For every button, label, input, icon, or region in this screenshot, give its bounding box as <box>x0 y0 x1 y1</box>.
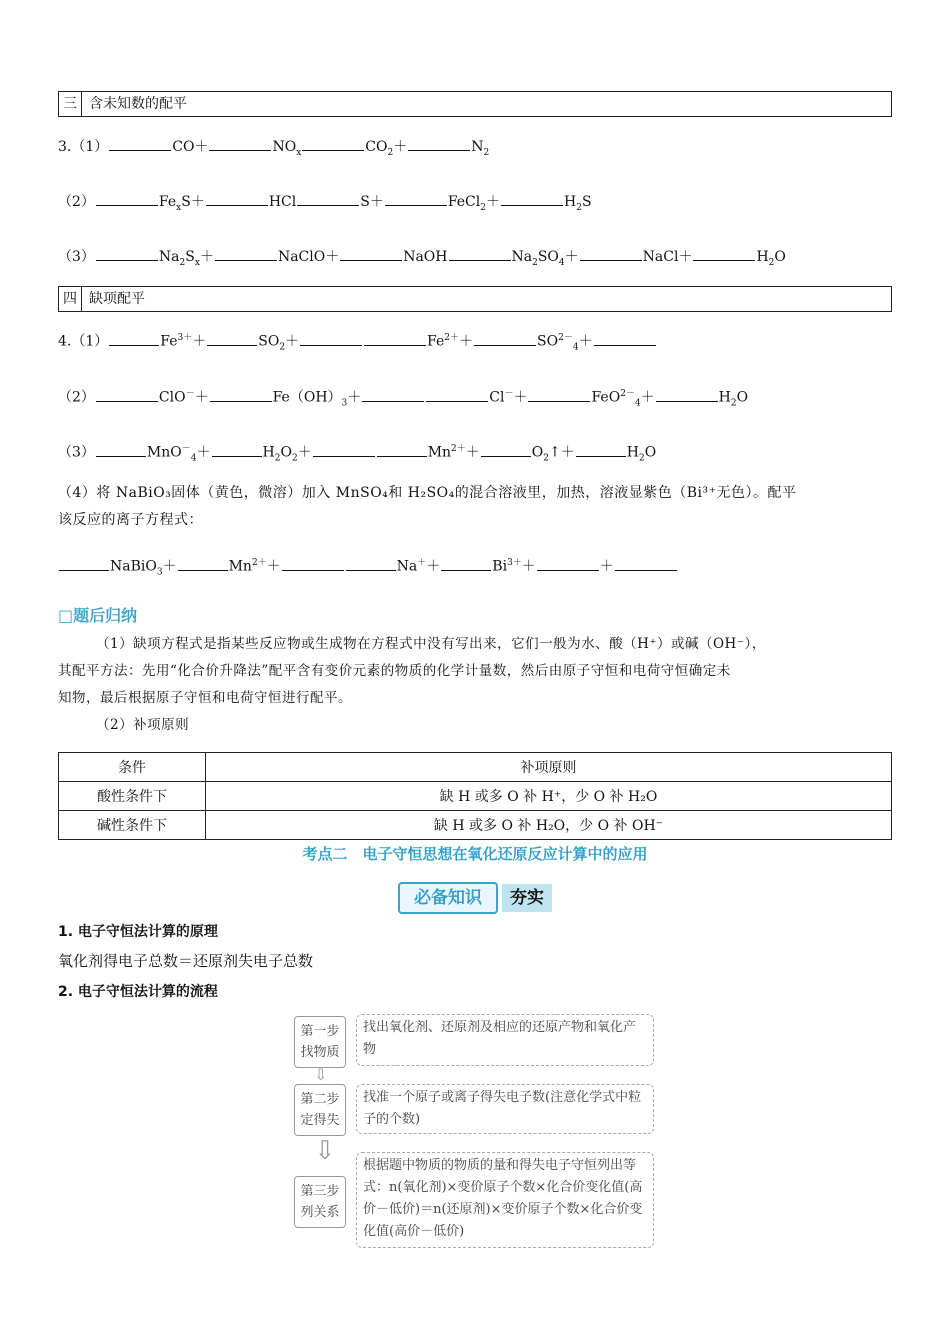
blank[interactable] <box>300 333 362 346</box>
text-line: （2）补项原则 <box>96 717 190 733</box>
term: ＋ <box>194 389 209 406</box>
step-label: 定得失 <box>300 1113 340 1128</box>
text-line: 知物，最后根据原子守恒和电荷守恒进行配平。 <box>58 690 352 706</box>
equation-3-3 <box>58 246 786 268</box>
subscript: 2 <box>768 257 775 268</box>
supplement-rules-table <box>58 752 892 840</box>
section-number: 三 <box>59 92 82 116</box>
term: Mn <box>228 558 252 575</box>
term: ＋ <box>199 249 214 265</box>
section-title: 缺项配平 <box>89 291 145 307</box>
superscript: 2－ <box>558 333 573 343</box>
blank[interactable] <box>537 558 599 571</box>
blank[interactable] <box>426 389 488 402</box>
blank[interactable] <box>441 558 491 571</box>
subscript: 4 <box>634 398 641 409</box>
blank[interactable] <box>59 558 109 571</box>
subscript: 4 <box>558 257 565 268</box>
term: SO <box>258 333 280 350</box>
term: Fe <box>427 333 445 350</box>
term: Fe <box>160 333 178 350</box>
term: Cl <box>489 389 505 406</box>
term: H <box>262 444 275 461</box>
term: ＋ <box>513 389 528 406</box>
blank[interactable] <box>528 389 590 402</box>
blank[interactable] <box>209 138 271 151</box>
term: NaCl＋ <box>642 249 693 265</box>
equation-3-1 <box>58 136 489 158</box>
term: Na <box>511 249 533 265</box>
subscript: 4 <box>190 453 197 464</box>
term: H <box>564 194 577 210</box>
subscript: 2 <box>274 453 281 464</box>
equation-4-1 <box>58 330 657 352</box>
blank[interactable] <box>96 248 158 261</box>
table-header: 补项原则 <box>206 753 892 782</box>
question-number: 3.（1） <box>58 139 109 155</box>
blank[interactable] <box>206 193 268 206</box>
blank[interactable] <box>615 558 677 571</box>
question-number: （3） <box>58 444 95 461</box>
blank[interactable] <box>449 248 511 261</box>
question-number: 4.（1） <box>58 333 109 350</box>
equation-4-4 <box>58 555 678 577</box>
term: SO <box>537 249 559 265</box>
term: ＋ <box>486 194 500 210</box>
term: S <box>185 249 195 265</box>
term: MnO <box>146 444 182 461</box>
term: ＋ <box>465 444 480 461</box>
blank[interactable] <box>656 389 718 402</box>
flow-step-1 <box>294 1016 346 1068</box>
term: FeO <box>591 389 621 406</box>
flow-text-1: 找出氧化剂、还原剂及相应的还原产物和氧化产物 <box>356 1014 654 1066</box>
summary-title: □题后归纳 <box>58 606 138 625</box>
section-1-text: 氧化剂得电子总数＝还原剂失电子总数 <box>58 952 314 970</box>
table-cell: 缺 H 或多 O 补 H₂O，少 O 补 OH⁻ <box>206 811 892 840</box>
superscript: 2＋ <box>251 558 267 568</box>
subscript: 4 <box>572 342 579 353</box>
summary-text <box>58 631 892 739</box>
term: Na <box>396 558 418 575</box>
question-number: （3） <box>58 249 95 265</box>
table-header-row <box>59 753 892 782</box>
term: ＋ <box>266 558 281 575</box>
subscript: 2 <box>638 453 645 464</box>
equation-4-2 <box>58 386 748 408</box>
table-row <box>59 811 892 840</box>
term: SO <box>537 333 559 350</box>
flow-step-3 <box>294 1176 346 1228</box>
blank[interactable] <box>693 248 755 261</box>
blank[interactable] <box>178 558 228 571</box>
step-label: 列关系 <box>300 1205 340 1220</box>
equation-4-3 <box>58 441 656 463</box>
subscript: 2 <box>279 342 286 353</box>
blank[interactable] <box>408 138 470 151</box>
blank[interactable] <box>346 558 396 571</box>
section-3-header <box>58 91 892 117</box>
term: H <box>626 444 639 461</box>
blank[interactable] <box>501 193 563 206</box>
term: O <box>280 444 292 461</box>
blank[interactable] <box>297 193 359 206</box>
subscript: 2 <box>179 257 186 268</box>
term: H <box>756 249 769 265</box>
term: Bi <box>492 558 508 575</box>
blank[interactable] <box>364 333 426 346</box>
superscript: － <box>504 389 514 399</box>
term: ＋ <box>393 139 408 155</box>
subscript: 3 <box>156 567 163 578</box>
superscript: 2＋ <box>444 333 460 343</box>
term: NO <box>272 139 297 155</box>
blank[interactable] <box>109 138 171 151</box>
term: NaBiO <box>110 558 157 575</box>
term: H <box>718 389 731 406</box>
subscript: x <box>176 202 182 213</box>
step-label: 找物质 <box>300 1045 340 1060</box>
section-4-header <box>58 286 892 312</box>
blank[interactable] <box>215 248 277 261</box>
term: O <box>644 444 657 461</box>
term: Na <box>158 249 180 265</box>
step-label: 第二步 <box>300 1092 340 1107</box>
term: ＋ <box>192 333 207 350</box>
term: CO＋ <box>172 139 209 155</box>
section-2-heading: 2. 电子守恒法计算的流程 <box>58 984 218 1000</box>
term: ＋ <box>285 333 300 350</box>
term: ＋ <box>459 333 474 350</box>
term: ＋ <box>521 558 536 575</box>
term: O <box>736 389 749 406</box>
text-line: 其配平方法：先用“化合价升降法”配平含有变价元素的物质的化学计量数，然后由原子守恒和电荷守恒确定未 <box>58 663 731 679</box>
blank[interactable] <box>580 248 642 261</box>
term: ＋ <box>426 558 441 575</box>
blank[interactable] <box>207 333 257 346</box>
text-line: （4）将 NaBiO₃固体（黄色，微溶）加入 MnSO₄和 H₂SO₄的混合溶液里，加热，溶液显紫色（Bi³⁺无色）。配平 <box>58 485 797 501</box>
term: Fe（OH） <box>272 389 342 406</box>
knowledge-banner <box>398 882 552 912</box>
equation-3-2 <box>58 191 592 213</box>
blank[interactable] <box>474 333 536 346</box>
term: ＋ <box>297 444 312 461</box>
down-arrow-icon: ⇩ <box>314 1136 336 1166</box>
term: S＋ <box>181 194 205 210</box>
term: O <box>531 444 544 461</box>
flow-text-2: 找准一个原子或离子得失电子数(注意化学式中粒子的个数) <box>356 1084 654 1134</box>
section-number: 四 <box>59 287 82 311</box>
step-label: 第一步 <box>300 1024 340 1039</box>
term: Fe <box>158 194 177 210</box>
blank[interactable] <box>282 558 344 571</box>
term: O <box>774 249 786 265</box>
blank[interactable] <box>109 333 159 346</box>
blank[interactable] <box>212 444 262 457</box>
blank[interactable] <box>594 333 656 346</box>
blank[interactable] <box>210 389 272 402</box>
term: ＋ <box>578 333 593 350</box>
blank[interactable] <box>377 444 427 457</box>
subscript: 2 <box>387 147 394 158</box>
term: ＋ <box>196 444 211 461</box>
subscript: x <box>296 147 302 158</box>
term: FeCl <box>447 194 481 210</box>
superscript: 2＋ <box>451 444 466 454</box>
down-arrow-icon: ⇩ <box>314 1065 328 1084</box>
subscript: 2 <box>532 257 538 268</box>
term: ＋ <box>162 558 177 575</box>
term: ＋ <box>347 389 362 406</box>
blank[interactable] <box>96 444 146 457</box>
flow-text-3: 根据题中物质的物质的量和得失电子守恒列出等式：n(氧化剂)×变价原子个数×化合价变化值(高价－低价)＝n(还原剂)×变价原子个数×化合价变化值(高价－低价) <box>356 1152 654 1248</box>
banner-right: 夯实 <box>502 884 552 912</box>
term: N <box>471 139 484 155</box>
term: ClO <box>158 389 186 406</box>
kaodian-title: 考点二 电子守恒思想在氧化还原反应计算中的应用 <box>302 845 648 863</box>
section-title: 含未知数的配平 <box>89 96 187 112</box>
subscript: 2 <box>291 453 298 464</box>
question-4-4-text <box>58 480 892 534</box>
question-number: （2） <box>58 389 95 406</box>
superscript: 2－ <box>620 389 635 399</box>
banner-left: 必备知识 <box>398 882 498 914</box>
term: ＋ <box>599 558 614 575</box>
term: HCl <box>268 194 297 210</box>
table-row <box>59 782 892 811</box>
term: ＋ <box>640 389 655 406</box>
blank[interactable] <box>313 444 375 457</box>
superscript: － <box>185 389 195 399</box>
subscript: 2 <box>730 398 737 409</box>
blank[interactable] <box>302 138 364 151</box>
term: NaClO＋ <box>277 249 340 265</box>
section-1-heading: 1. 电子守恒法计算的原理 <box>58 924 218 940</box>
subscript: x <box>194 257 200 268</box>
table-cell: 酸性条件下 <box>59 782 206 811</box>
blank[interactable] <box>340 248 402 261</box>
superscript: － <box>181 444 191 454</box>
blank[interactable] <box>96 193 158 206</box>
blank[interactable] <box>96 389 158 402</box>
term: CO <box>365 139 388 155</box>
blank[interactable] <box>576 444 626 457</box>
term: ＋ <box>564 249 579 265</box>
subscript: 2 <box>480 202 486 213</box>
question-number: （2） <box>58 194 95 210</box>
subscript: 2 <box>483 147 490 158</box>
term: NaOH <box>403 249 448 265</box>
blank[interactable] <box>481 444 531 457</box>
text-line: 该反应的离子方程式： <box>58 512 203 528</box>
term: S＋ <box>360 194 384 210</box>
text-line: （1）缺项方程式是指某些反应物或生成物在方程式中没有写出来，它们一般为水、酸（H⁺）或碱（OH⁻）， <box>96 636 766 652</box>
blank[interactable] <box>385 193 447 206</box>
table-cell: 碱性条件下 <box>59 811 206 840</box>
superscript: 3＋ <box>177 333 193 343</box>
superscript: 3＋ <box>507 558 522 568</box>
flow-step-2 <box>294 1084 346 1136</box>
subscript: 3 <box>341 398 348 409</box>
table-header: 条件 <box>59 753 206 782</box>
term: S <box>581 194 592 210</box>
subscript: 2 <box>543 453 549 464</box>
superscript: ＋ <box>417 558 427 568</box>
term: ↑＋ <box>549 444 575 461</box>
term: Mn <box>427 444 452 461</box>
table-cell: 缺 H 或多 O 补 H⁺，少 O 补 H₂O <box>206 782 892 811</box>
subscript: 2 <box>576 202 582 213</box>
blank[interactable] <box>362 389 424 402</box>
step-label: 第三步 <box>300 1184 340 1199</box>
